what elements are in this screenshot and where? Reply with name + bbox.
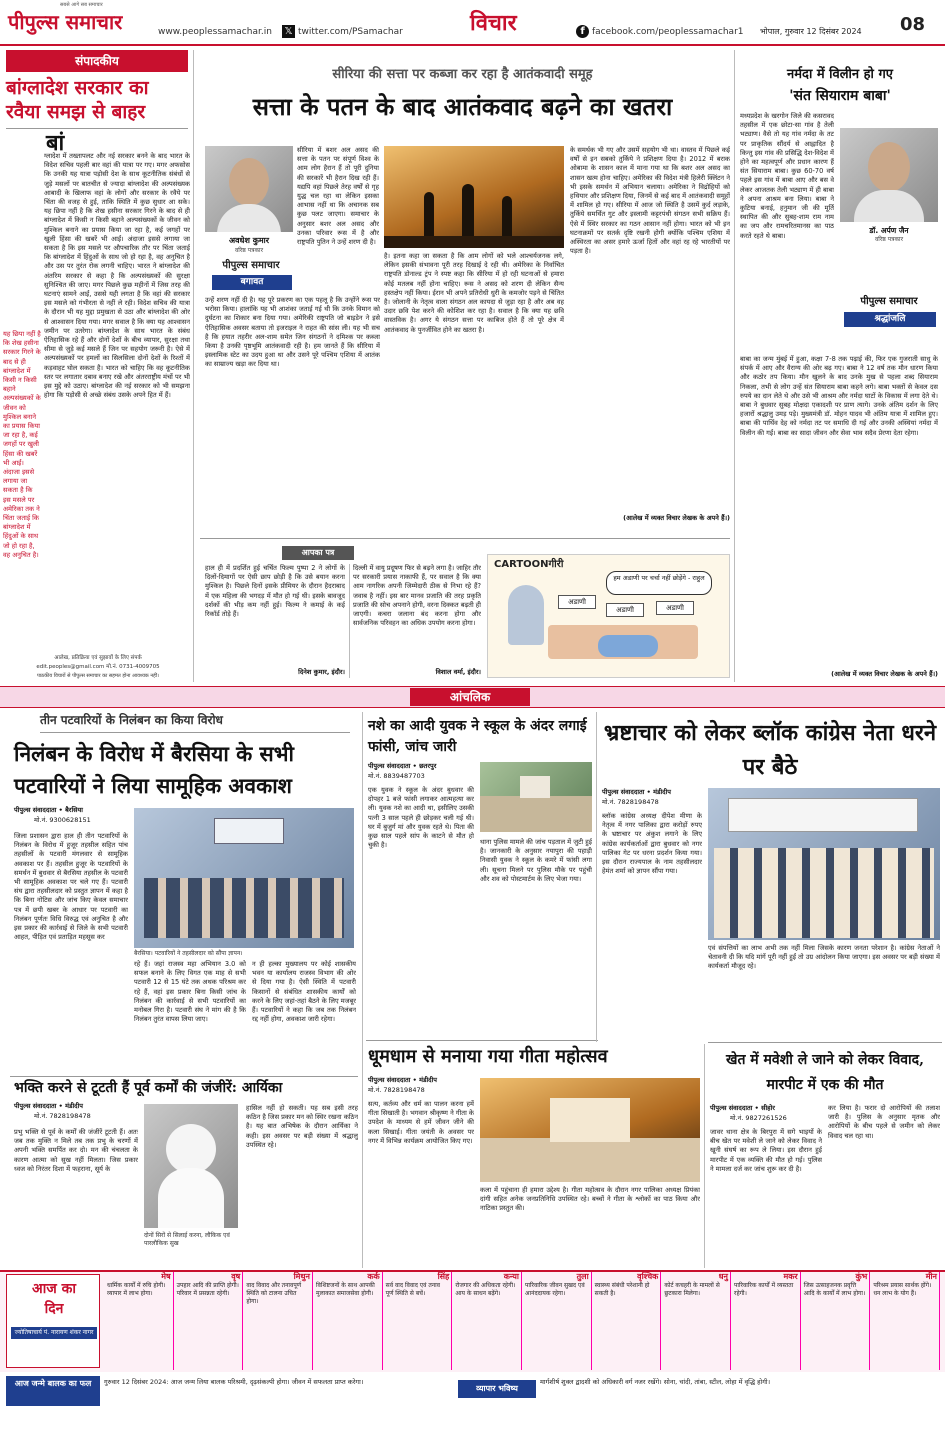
tribute-title-1: नर्मदा में विलीन हो गए [787,67,893,82]
facebook-icon: f [576,25,589,38]
story5-body1: ब्लॉक कांग्रेस अध्यक्ष दीपेश मीणा के नेतृत्व में नगर पालिका द्वारा करोड़ों रुपए के भ्रष्टाचार पर अंकुश लगाने के लिए कांग्रेस कार्यकर्ताओं द्वारा बुधवार को नगर पालिका गेट पर धरना प्रदर्शन किया गया। इस दौरान राज्यपाल के नाम तहसीलदार हेमंत शर्मा को ज्ञापन सौंपा गया। [602,812,702,876]
lead-col1: सीरिया में बशर अल असद की सत्ता के पतन पर संपूर्ण विश्व के आम लोग हैरान हैं तो पूरी दुनिया की सरकारें भी हैरान दिख रही हैं। यद्यपि वहां पिछले तेरह वर्षों से गृह युद्ध चल रहा था लेकिन इसका आभास नहीं था कि अचानक सब कुछ पलट जाएगा। समाचार के अनुसार बशर अल असद और उनका परिवार रूस में है और राष्ट्रपति पुतिन ने उन्हें शरण दी है। [297,146,379,247]
horoscope-sign-1 [104,1272,174,1370]
horoscope-sign-text: वाद विवाद और तनावपूर्ण स्थिति को टालना उचित होगा। [246,1282,302,1306]
horoscope-sign-name: मकर [783,1272,798,1281]
dateline: भोपाल, गुरुवार 12 दिसंबर 2024 [760,27,862,36]
lead-col4: के समर्थक भी गए और उसमें सहयोग भी था। वास्तव में पिछले कई वर्षों से इन सबको तुर्किये ने प्रशिक्षण दिया है। 2012 में बराक ओबामा के शासन काल में माना गया था कि बशर अल असद का शासन खत्म होना चाहिए। अमेरिका की विदेश मंत्री हिलेरी क्लिंटन ने भी इसके समर्थन में अभियान चलाया। अमेरिका ने विद्रोहियों को हथियार और प्रशिक्षण दिया, जिनमें से कई बाद में आतंकवादी समूहों में शामिल हो गए। सीरिया में आज जो स्थिति है उसमें कुर्द लड़ाके, तुर्किये समर्थित गुट और इस्लामी कट्टरपंथी संगठन सभी सक्रिय हैं। ऐसे में स्थिर सरकार का गठन आसान नहीं होगा। भारत को भी इन घटनाक्रमों पर सतर्क दृष्टि रखनी होगी क्योंकि पश्चिम एशिया में अस्थिरता का असर हमारे ऊर्जा हितों और वहां रह रहे भारतीयों पर पड़ता है। [570,146,730,256]
cartoon-label: CARTOONगीरी [494,559,564,570]
horoscope-sign-text: रोजगार की अधिकता रहेगी। आय के साधन बढ़ेंगे। [455,1282,516,1298]
story5-body2: एवं संपत्तियों का लाभ अभी तक नहीं मिला जिसके कारण जनता परेशान है। कांग्रेस नेताओं ने चेतावनी दी कि यदि मांगें पूरी नहीं हुईं तो उग्र आंदोलन किया जाएगा। इस अवसर पर बड़ी संख्या में कार्यकर्ता मौजूद रहे। [708,944,940,971]
horoscope-sign-name: मेष [161,1272,171,1281]
horoscope-sign-name: मीन [925,1272,937,1281]
story3-title: नशे का आदी युवक ने स्कूल के अंदर लगाई फांसी, जांच जारी [368,718,587,755]
story5-photo [708,788,940,940]
horoscope-sign-text: पारिवारिक जीवन सुखद एवं आनंददायक रहेगा। [525,1282,585,1298]
editorial-title: बांग्लादेश सरकार का रवैया समझ से बाहर [6,77,149,123]
story6-body1: जावर थाना क्षेत्र के बिरपुरा में सगे भाइयों के बीच खेत पर मवेशी ले जाने को लेकर विवाद ने खूनी संघर्ष का रूप ले लिया। इस दौरान हुई मारपीट में एक व्यक्ति की मौत हो गई। पुलिस ने मामला दर्ज कर जांच शुरू कर दी है। [710,1128,822,1173]
story2-photo [144,1104,238,1228]
horoscope-sign-11 [801,1272,871,1370]
story5-title: भ्रष्टाचार को लेकर ब्लॉक कांग्रेस नेता धरने पर बैठे [603,720,937,780]
birth-text: गुरुवार 12 दिसंबर 2024: आज जन्म लिया बालक परिश्रमी, दृढ़संकल्पी होगा। जीवन में सफलता प्राप्त करेगा। [104,1378,364,1386]
horoscope-sign-10 [731,1272,801,1370]
lead-photo-fighters [384,146,564,248]
story6-body2: कर लिया है। फरार दो आरोपियों की तलाश जारी है। पुलिस के अनुसार मृतक और आरोपियों के बीच पहले से जमीन को लेकर विवाद चल रहा था। [828,1104,940,1140]
tribute-author-name: डॉ. अर्पण जैन [869,226,909,235]
business-label: व्यापार भविष्य [458,1380,536,1398]
tribute-column-logo: पीपुल्स समाचार [860,296,918,307]
editorial-footer-3: पाठकीय विचारों से पीपुल्स समाचार का सहमत होना आवश्यक नहीं। [37,673,159,679]
horoscope-title-1: आज का [32,1281,76,1297]
story1-photo-caption: बैरसिया। पटवारियों ने तहसीलदार को सौंपा ज्ञापन। [134,950,243,957]
horoscope-sign-5 [383,1272,453,1370]
facebook-link[interactable]: facebook.com/peoplessamachar1 [592,27,744,37]
editorial-sidebar-quote: यह छिपा नहीं है कि शेख हसीना सरकार गिरने के बाद से ही बांग्लादेश में किसी न किसी बहाने अल्पसंख्यकों के जीवन को मुश्किल बनाने का प्रयास किया जा रहा है, कई जगहों पर खुली हिंसा की खबरें भी आईं। अंदाजा इससे लगाया जा सकता है कि इस मसले पर अमेरिका तक ने चिंता जताई कि बांग्लादेश में हिंदुओं के साथ जो हो रहा है, वह अनुचित है। [3,330,41,559]
column-name-badge: बगावत [212,275,292,290]
horoscope-sign-text: कोर्ट कचहरी के मामलों से छुटकारा मिलेगा। [664,1282,720,1298]
tribute-body-top: मध्यप्रदेश के खरगोन जिले की कसरावद तहसील में एक छोटा-सा गांव है तेली भट्याण। वैसे तो यह गांव नर्मदा के तट पर प्राकृतिक सौंदर्य से आह्लादित है किन्तु इस गांव की प्रसिद्धि देश-विदेश में होने का महत्वपूर्ण और प्रधान कारण हैं संत सियाराम बाबा। कुछ 60-70 वर्ष पहले इस गांव में बाबा आए और बस वे लेकर आजतक तेली भट्याण में ही बाबा ने अपना आश्रम बना लिया। बाबा ने कुटिया बनाई, हनुमान जी की मूर्ति स्थापित की और सुबह-शाम राम नाम का जप और रामचरितमानस का पाठ करते रहते थे बाबा। [740,112,834,240]
letters-col1: हाल ही में प्रदर्शित हुई चर्चित फिल्म पुष्पा 2 ने लोगों के दिलों-दिमागों पर ऐसी छाप छोड़ी है कि उसे बयान करना मुश्किल है। पिछले दिनों इसके प्रीमियर के दौरान हैदराबाद में एक महिला की भगदड़ में मौत हो गई थी। इसके बावजूद दर्शकों की भीड़ कम नहीं हुई। फिल्म ने कमाई के कई रिकॉर्ड तोड़े हैं। [205,564,345,619]
story4-mobile: मो.नं. 7828198478 [368,1086,425,1094]
author-photo [205,146,293,232]
horoscope-sign-text: स्वास्थ्य संबंधी परेशानी हो सकती है। [594,1282,650,1298]
section-title: विचार [470,10,517,36]
editorial-dropcap: बां [46,130,65,156]
story1-byline: पीपुल्स संवाददाता • बैरसिया [14,806,83,814]
story3-mobile: मो.नं. 8839487703 [368,772,425,780]
horoscope-sign-7 [522,1272,592,1370]
column-logo: पीपुल्स समाचार [222,260,280,271]
cartoon-label-1: अडाणी [558,595,596,609]
horoscope-sign-name: वृष [231,1272,241,1281]
tribute-footer: (आलेख में व्यक्त विचार लेखक के अपने हैं।) [831,670,938,678]
cartoon-patient [598,635,658,657]
lead-col3: है। इतना कहा जा सकता है कि आम लोगों को भले आश्चर्यजनक लगे, लेकिन इसकी संभावना पूरी तरह दिखाई दे रही थी। अमेरिका के निर्वाचित राष्ट्रपति डोनाल्ड ट्रंप ने स्पष्ट कहा कि सीरिया में हो रही घटनाओं से हमारा कोई मतलब नहीं होना चाहिए। रूस ने असद को शरण दी लेकिन सैन्य हस्तक्षेप नहीं किया। ईरान भी अपने प्रतिरोधी धुरी के कमजोर पड़ने से चिंतित है। जोलानी के नेतृत्व वाला संगठन अल कायदा से जुड़ा रहा है और अब वह उदार छवि पेश करने की कोशिश कर रहा है। सवाल है कि क्या यह छवि वास्तविक है। अगर ये संगठन सत्ता पर काबिज होते हैं तो पूरे क्षेत्र में आतंकवाद के पुनर्जीवित होने का खतरा है। [384,252,564,334]
editorial-footer-1: आलेख, प्रतिक्रिया एवं सुझावों के लिए संपर्क [54,655,142,661]
masthead-tagline: सबसे आगे सब समाचार [60,2,103,8]
cartoon-speech-bubble: हम अडाणी पर चर्चा नहीं छोड़ेंगे - राहुल [606,571,712,595]
horoscope-title-2: दिन [44,1301,64,1317]
horoscope-sign-name: वृश्चिक [637,1272,659,1281]
author-name: अवधेश कुमार [229,236,269,245]
letters-col1-sign: दिनेश कुमार, इंदौर। [298,668,345,676]
letters-col2: दिल्ली में वायु प्रदूषण फिर से बढ़ने लगा है। जाहिर तौर पर सरकारी प्रयास नाकाफी हैं, पर सवाल है कि क्या आम नागरिक अपनी जिम्मेदारी ठीक से निभा रहे हैं? जवाब है नहीं। इस बार मानव प्रजाति की तरह प्रकृति प्रजाति की सोच अपनाने होगी, वरना दिक्कत बढ़ती ही जाएगी। कचरा जलाना बंद करना होगा और सार्वजनिक परिवहन का अधिक उपयोग करना होगा। [353,564,481,628]
horoscope-sign-text: पारिवारिक कार्यों में व्यस्तता रहेगी। [734,1282,794,1298]
letters-col2-sign: विशाल वर्मा, इंदौर। [435,668,481,676]
story1-photo [134,808,354,948]
editorial-body: ग्लादेश में तख्तापलट और नई सरकार बनने के बाद भारत के विदेश सचिव पहली बार वहां की यात्रा पर गए। मगर अफसोस कि उनकी यह यात्रा पड़ोसी देश के साथ कूटनीतिक संबंधों से जुड़े मसलों पर बातचीत से ज्यादा बांग्लादेश की अल्पसंख्यक आबादी के खिलाफ वहां के लोगों और सरकार के रवैये पर चिंता की वजह से हुई, ताकि स्थिति में कुछ सुधार आ सके। यह छिपा नहीं है कि शेख हसीना सरकार गिरने के बाद से ही बांग्लादेश में किसी न किसी बहाने अल्पसंख्यकों के जीवन को मुश्किल बनाने का प्रयास किया जा रहा है, कई जगहों पर खुली हिंसा की खबरें भी आईं। अंदाजा इससे लगाया जा सकता है कि इस मसले पर औपचारिक तौर पर चिंता जताई कि बांग्लादेश में हिंदुओं के साथ जो हो रहा है, वह अनुचित है और उस पर तुरंत रोक लगनी चाहिए। भारत ने बांग्लादेश की अंतरिम सरकार से कहा है कि अल्पसंख्यकों की सुरक्षा सुनिश्चित की जाए। मगर पिछले कुछ महीनों में जिस तरह की घटनाएं सामने आईं, उससे यही लगता है कि वहां की सरकार इस मसले को गंभीरता से नहीं ले रही। विदेश सचिव की यात्रा के दौरान भी यह मुद्दा प्रमुखता से उठा और बांग्लादेश की ओर से आश्वासन दिया गया। मगर सवाल है कि क्या यह आश्वासन जमीन पर उतरेगा। बांग्लादेश के साथ भारत के संबंध ऐतिहासिक रहे हैं और दोनों देशों के बीच व्यापार, सुरक्षा तथा सीमा से जुड़े कई मसले हैं जिन पर सहयोग जरूरी है। ऐसे में अल्पसंख्यकों पर हमलों का सिलसिला दोनों देशों के रिश्तों में कड़वाहट घोल सकता है। भारत को चाहिए कि वह कूटनीतिक स्तर पर लगातार दबाव बनाए रखे और अंतरराष्ट्रीय मंचों पर भी इस मुद्दे को उठाए। बांग्लादेश की नई सरकार को भी समझना होगा कि पड़ोसी से अच्छे संबंध उसके अपने हित में हैं। [44,152,190,400]
story6-byline: पीपुल्स संवाददाता • सीहोर [710,1104,775,1112]
story3-photo [480,762,592,832]
story3-body1: एक युवक ने स्कूल के अंदर बुधवार की दोपहर 1 बजे फांसी लगाकर आत्महत्या कर ली। युवक नशे का आदी था, इसीलिए उसकी पत्नी 3 साल पहले ही छोड़कर चली गई थी। घर में बुजुर्ग मां और युवक रहते थे। पिता की कुछ साल पहले सांप के काटने से मौत हो चुकी है। [368,786,474,850]
horoscope-sign-6 [452,1272,522,1370]
masthead [0,0,945,46]
story6-mobile: मो.नं. 9827261526 [730,1114,787,1122]
editorial-email[interactable]: edit.peoples@gmail.com मो.नं. 0731-4009705 [36,664,160,670]
story1-body2: रहे हैं। जहां राजस्व महा अभियान 3.0 को सफल बनाने के लिए विगत एक माह से सभी पटवारी 12 से 15 घंटे तक अथक परिश्रम कर रहे हैं, वहां इस प्रकार बिना किसी जांच के निलंबन की कार्रवाई से सभी पटवारियों का मनोबल गिरा है। पटवारी संघ ने मांग की है कि निलंबन तुरंत वापस लिया जाए। [134,960,246,1024]
story6-title: खेत में मवेशी ले जाने को लेकर विवाद, मारपीट में एक की मौत [726,1052,924,1093]
story4-body2: कला में पहुंचाना ही हमारा उद्देश्य है। गीता महोत्सव के दौरान नगर पालिका अध्यक्ष प्रियंका दांगी सहित अनेक जनप्रतिनिधि उपस्थित रहे। बच्चों ने गीता के श्लोकों का पाठ किया और नाटिका प्रस्तुत की। [480,1186,700,1213]
horoscope-astrologer: ज्योतिषाचार्य पं. नारायण शंकर नागर [11,1327,97,1339]
horoscope-sign-2 [174,1272,244,1370]
tribute-author-role: वरिष्ठ पत्रकार [874,236,904,243]
letters-label: आपका पत्र [282,546,354,560]
story2-byline: पीपुल्स संवाददाता • मंडीदीप [14,1102,83,1110]
horoscope-sign-text: जिस उत्साहजनक प्रवृत्ति आदि के कार्यों में लाभ होगा। [803,1282,866,1298]
lead-kicker: सीरिया की सत्ता पर कब्जा कर रहा है आतंकवादी समूह [332,67,593,82]
lead-col2: उन्हें शरण नहीं दी है। यह पूरे प्रकरण का एक पहलू है कि उन्होंने रूस पर भरोसा किया। हालांकि यह भी आशंका जताई गई थी कि उनके विमान को दुर्घटना का शिकार बना दिया गया। अमेरिकी राष्ट्रपति जो बाइडेन ने इसे ऐतिहासिक अवसर बताया तो इजराइल ने राहत की सांस ली। यह भी सच है कि हयात तहरीर अल-शाम समेत जिन संगठनों ने दमिश्क पर कब्जा किया है उनकी पृष्ठभूमि आतंकवादी रही है। हम जानते हैं कि सीरिया में इस्लामिक स्टेट का उदय हुआ था और उसने पूरे पश्चिम एशिया में आतंक का साम्राज्य खड़ा कर दिया था। [205,296,380,369]
story3-body2: थाना पुलिस मामले की जांच पड़ताल में जुटी हुई है। जानकारी के अनुसार नयापुरा की पहाड़ी निवासी युवक ने स्कूल के कमरे में फांसी लगा ली। सूचना मिलने पर पुलिस मौके पर पहुंची और शव को पोस्टमार्टम के लिए भेजा गया। [480,838,592,883]
horoscope-sign-name: कुंभ [855,1272,868,1281]
tribute-title-2: 'संत सियाराम बाबा' [789,88,891,104]
cartoon-figure [508,585,544,645]
masthead-logo[interactable]: पीपुल्स समाचार [8,10,123,34]
horoscope-sign-12 [870,1272,940,1370]
horoscope-sign-text: धार्मिक कार्यों में रुचि होगी। व्यापार में लाभ होगा। [107,1282,166,1298]
page-number: 08 [900,14,926,35]
horoscope-title-box [6,1274,100,1368]
story2-body1: प्रभु भक्ति से पूर्व के कर्मों की जंजीरें टूटती हैं। अतः जब तक मुक्ति न मिले तब तक प्रभु के चरणों में अपनी भक्ति समर्पित कर दो। मन की चंचलता के कारण आत्मा को सुख नहीं मिलता। जिस प्रकार ध्वज को निरंतर दिशा में फहराना, सूर्य के [14,1128,138,1173]
story2-photo-caption: दोनों सिरों से सिलाई करना, लौकिक एवं पारलौकिक सुख [144,1232,230,1247]
cartoon-label-2: अडाणी [606,603,644,617]
story4-byline: पीपुल्स संवाददाता • मंडीदीप [368,1076,437,1084]
horoscope-sign-name: तुला [576,1272,589,1281]
horoscope-sign-3 [243,1272,313,1370]
horoscope-sign-text: सर्व वाद विवाद एवं तनाव पूर्ण स्थिति से बचें। [385,1282,441,1298]
twitter-link[interactable]: twitter.com/PSamachar [298,27,403,37]
cartoon-label-3: अडाणी [656,601,694,615]
story3-byline: पीपुल्स संवाददाता • छतरपुर [368,762,437,770]
birth-label: आज जन्मे बालक का फल [6,1376,100,1406]
author-role: वरिष्ठ पत्रकार [234,247,264,254]
horoscope-sign-text: उपहार आदि की प्राप्ति होगी। परिवार में प्रसन्नता रहेगी। [176,1282,239,1298]
editorial-label: संपादकीय [6,50,188,72]
horoscope-sign-name: सिंह [437,1272,450,1281]
horoscope-sign-text: विशिष्टजनों के साथ आपकी मुलाकात समाजसेवा होगी। [316,1282,375,1298]
business-text: मार्गशीर्ष शुक्ल द्वादशी को अधिकारी वर्ग नजर रखेंगे। सोना, चांदी, तांबा, स्टील, लोहा में वृद्धि होगी। [540,1378,771,1386]
horoscope-sign-text: परिश्रम प्रयास सार्थक होंगे। धन लाभ के योग हैं। [873,1282,932,1298]
horoscope-sign-name: धनु [718,1272,728,1281]
website-link[interactable]: www.peoplessamachar.in [158,27,272,37]
anchalik-label: आंचलिक [410,688,530,706]
story4-photo [480,1078,700,1182]
tribute-body-bottom: बाबा का जन्म मुंबई में हुआ, कक्षा 7-8 तक पढ़ाई की, फिर एक गुजराती साधु के संपर्क में आए और वैराग्य की ओर बढ़ गए। बाबा ने 12 वर्ष तक मौन धारण किया और कठोर तप किया। मौन खुलने के बाद उनके मुख से पहला शब्द सियाराम निकला, तभी से लोग उन्हें संत सियाराम बाबा कहने लगे। बाबा भक्तों से केवल दस रुपये का दान लेते थे और उसे भी आश्रम और नर्मदा घाटों के विकास में लगा देते थे। बाबा ने बुधवार सुबह मोक्षदा एकादशी पर प्राण त्यागे। उनके अंतिम दर्शन के लिए हजारों श्रद्धालु उमड़ पड़े। मुख्यमंत्री डॉ. मोहन यादव भी अंतिम यात्रा में शामिल हुए। बाबा की पार्थिव देह को नर्मदा तट पर समाधि दी गई और उनकी अस्थियां नर्मदा में विलीन की गईं। बाबा का सादा जीवन और सेवा भाव सदैव प्रेरणा देता रहेगा। [740,355,938,437]
story2-title: भक्ति करने से टूटती हैं पूर्व कर्मों की जंजीरें: आर्यिका [14,1080,283,1096]
story1-body1: जिला प्रशासन द्वारा हाल ही तीन पटवारियों के निलंबन के विरोध में हुजूर तहसील सहित पांच तहसीलों के पटवारी मंगलवार से सामूहिक अवकाश पर हैं। तहसील हुजूर के पटवारियों के समर्थन में बुधवार से बैरसिया तहसील के पटवारी भी सामूहिक अवकाश पर चले गए हैं। पटवारी संघ द्वारा तहसीलदार को प्रस्तुत ज्ञापन में कहा है कि बिना नोटिस और जांच किए केवल समाचार पत्र में छपी खबर के आधार पर पटवारी का निलंबन पूर्णतः विधि विरुद्ध एवं अनुचित है और इस प्रकार की कार्रवाई से जिले के सभी पटवारी आहत, पीड़ित एवं प्रताड़ित महसूस कर [14,832,128,942]
story4-title: धूमधाम से मनाया गया गीता महोत्सव [368,1046,608,1067]
story5-mobile: मो.नं. 7828198478 [602,798,659,806]
story1-body3: न ही हल्का मुख्यालय पर कोई शासकीय भवन या कार्यालय राजस्व विभाग की ओर से दिया गया है। ऐसी स्थिति में पटवारी किसानों से संबंधित शासकीय कार्यों को करने के लिए जहां-तहां बैठने के लिए मजबूर हैं। पटवारियों ने कहा कि जब तक निलंबन रद्द नहीं होगा, अवकाश जारी रहेगा। [252,960,356,1024]
lead-footer: (आलेख में व्यक्त विचार लेखक के अपने हैं।) [623,514,730,522]
lead-title: सत्ता के पतन के बाद आतंकवाद बढ़ने का खतरा [252,92,673,121]
story5-byline: पीपुल्स संवाददाता • मंडीदीप [602,788,671,796]
story2-mobile: मो.नं. 7828198478 [34,1112,91,1120]
horoscope-sign-name: कर्क [367,1272,380,1281]
cartoon-panel [487,554,730,678]
horoscope-sign-4 [313,1272,383,1370]
tribute-author-photo [840,128,938,222]
horoscope-sign-8 [592,1272,662,1370]
story1-mobile: मो.नं. 9300628151 [34,816,91,824]
story1-kicker: तीन पटवारियों के निलंबन का किया विरोध [40,713,350,733]
story2-body2: हासिल नहीं हो सकती। यह सब इसी तरह कठिन है जिस प्रकार मन को स्थिर रखना कठिन है। यह बात अभिषेक के दौरान आर्यिका ने कही। इस अवसर पर बड़ी संख्या में श्रद्धालु उपस्थित रहे। [246,1104,358,1149]
horoscope-sign-9 [661,1272,731,1370]
horoscope-sign-name: मिथुन [293,1272,310,1281]
horoscope-sign-name: कन्या [503,1272,519,1281]
twitter-icon: 𝕏 [282,25,295,38]
tribute-column-badge: श्रद्धांजलि [844,312,936,327]
story4-body1: सत्य, कर्तव्य और धर्म का पालन करना हमें गीता सिखाती है। भगवान श्रीकृष्ण ने गीता के उपदेश के माध्यम से हमें जीवन जीने की कला सिखाई। गीता जयंती के अवसर पर नगर में विभिन्न कार्यक्रम आयोजित किए गए। [368,1100,474,1145]
story1-title: निलंबन के विरोध में बैरसिया के सभी पटवारियों ने लिया सामूहिक अवकाश [14,741,294,798]
